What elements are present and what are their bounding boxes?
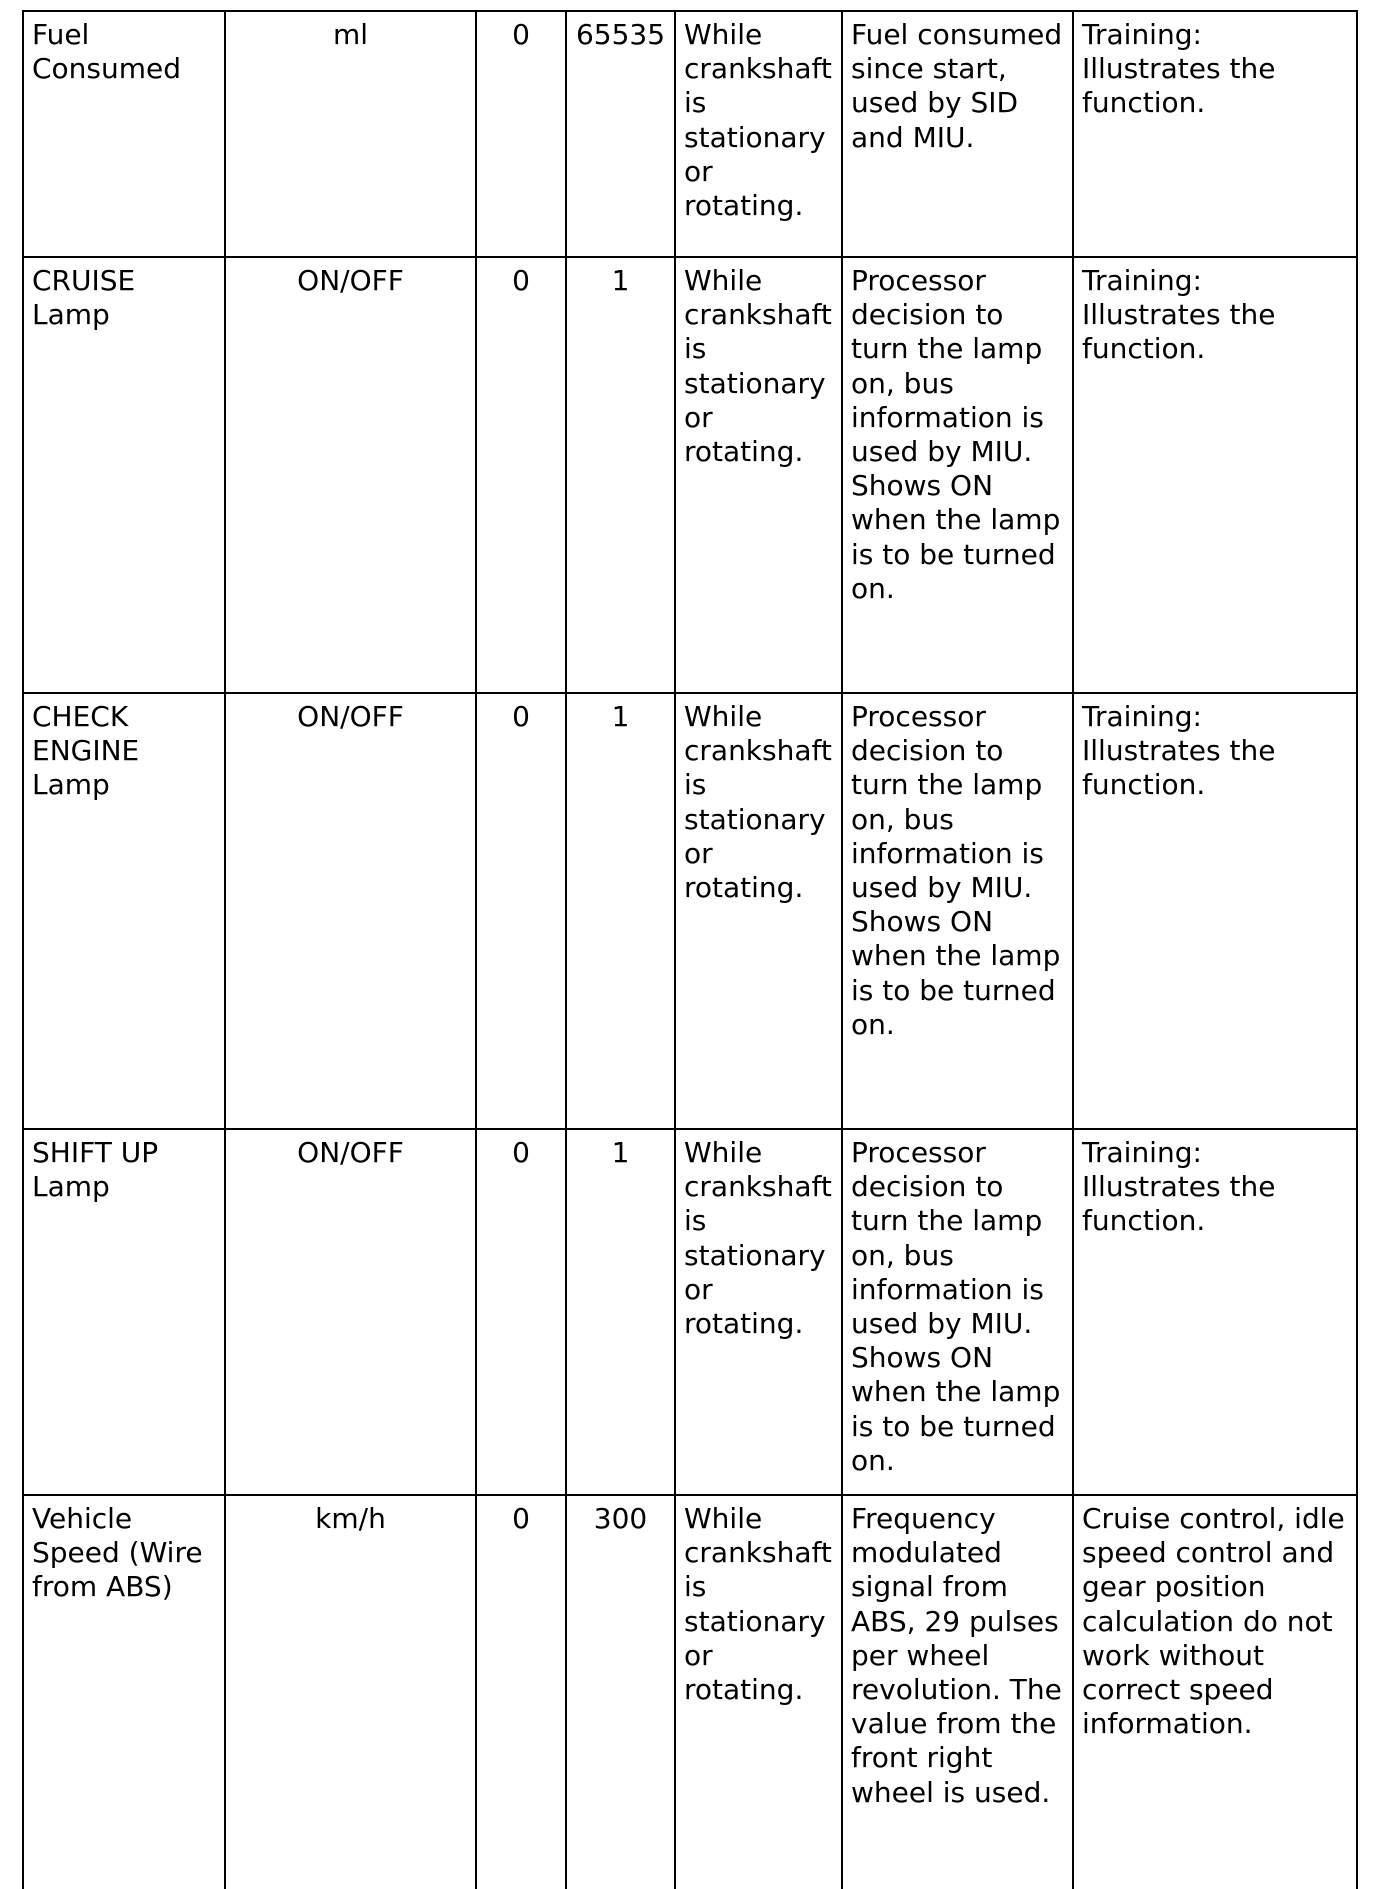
table-row: [23, 1495, 1357, 1889]
parameter-unit: ON/OFF: [225, 1129, 476, 1495]
parameter-max: 1: [566, 693, 675, 1129]
parameter-unit: ON/OFF: [225, 693, 476, 1129]
parameter-unit: ON/OFF: [225, 257, 476, 693]
parameter-unit: ml: [225, 11, 476, 257]
parameter-description: Processor decision to turn the lamp on, bus information is used by MIU. Shows ON when the lamp is to be turned on.: [842, 1129, 1073, 1495]
parameter-usage: Training: Illustrates the function.: [1073, 257, 1357, 693]
parameter-usage: Cruise control, idle speed control and gear position calculation do not work without correct speed information.: [1073, 1495, 1357, 1889]
table-row: [23, 1129, 1357, 1495]
parameter-max: 1: [566, 1129, 675, 1495]
parameter-usage: Training: Illustrates the function.: [1073, 1129, 1357, 1495]
parameter-condition: While crankshaft is stationary or rotating.: [675, 257, 842, 693]
table-row: [23, 257, 1357, 693]
parameter-condition: While crankshaft is stationary or rotating.: [675, 1495, 842, 1889]
parameter-name: Vehicle Speed (Wire from ABS): [23, 1495, 225, 1889]
parameter-table: [22, 10, 1358, 1889]
parameter-description: Processor decision to turn the lamp on, bus information is used by MIU. Shows ON when the lamp is to be turned on.: [842, 257, 1073, 693]
parameter-description: Fuel consumed since start, used by SID and MIU.: [842, 11, 1073, 257]
parameter-min: 0: [476, 257, 566, 693]
parameter-min: 0: [476, 11, 566, 257]
parameter-usage: Training: Illustrates the function.: [1073, 11, 1357, 257]
parameter-condition: While crankshaft is stationary or rotating.: [675, 693, 842, 1129]
table-row: [23, 11, 1357, 257]
parameter-name: CHECK ENGINE Lamp: [23, 693, 225, 1129]
parameter-min: 0: [476, 1495, 566, 1889]
parameter-name: Fuel Consumed: [23, 11, 225, 257]
parameter-condition: While crankshaft is stationary or rotating.: [675, 11, 842, 257]
parameter-description: Processor decision to turn the lamp on, bus information is used by MIU. Shows ON when the lamp is to be turned on.: [842, 693, 1073, 1129]
table-row: [23, 693, 1357, 1129]
parameter-max: 65535: [566, 11, 675, 257]
parameter-usage: Training: Illustrates the function.: [1073, 693, 1357, 1129]
parameter-max: 300: [566, 1495, 675, 1889]
parameter-unit: km/h: [225, 1495, 476, 1889]
parameter-name: CRUISE Lamp: [23, 257, 225, 693]
parameter-name: SHIFT UP Lamp: [23, 1129, 225, 1495]
parameter-min: 0: [476, 693, 566, 1129]
parameter-condition: While crankshaft is stationary or rotating.: [675, 1129, 842, 1495]
parameter-min: 0: [476, 1129, 566, 1495]
parameter-description: Frequency modulated signal from ABS, 29 pulses per wheel revolution. The value from the front right wheel is used.: [842, 1495, 1073, 1889]
parameter-max: 1: [566, 257, 675, 693]
